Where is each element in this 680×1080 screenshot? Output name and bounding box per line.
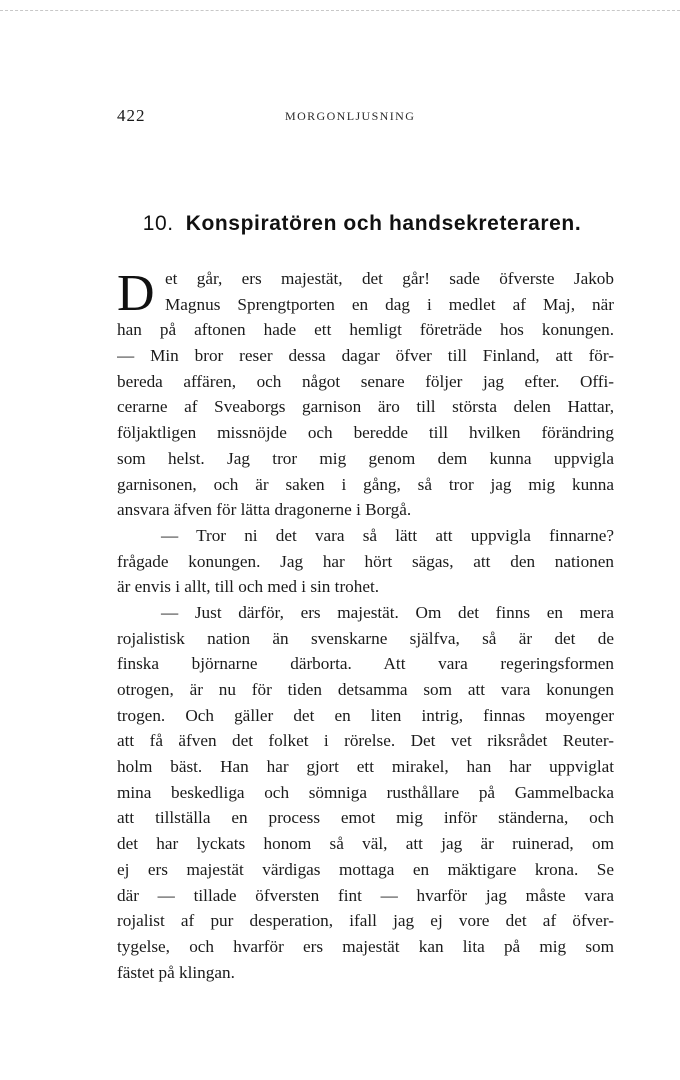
text-line: tygelse, och hvarför ers majestät kan lita på mig som bbox=[117, 936, 614, 956]
text-line: garnisonen, och är saken i gång, så tror jag mig kunna bbox=[117, 474, 614, 494]
text-line: et går, ers majestät, det går! sade öfverste Jakob bbox=[165, 269, 614, 288]
text-line: som helst. Jag tror mig genom dem kunna uppvigla bbox=[117, 448, 614, 468]
text-line: att tillställa en process emot mig inför ständerna, och bbox=[117, 808, 614, 828]
text-line: att få äfven det folket i rörelse. Det vet riksrådet Reuter- bbox=[117, 731, 614, 751]
text-line: holm bäst. Han har gjort ett mirakel, han har uppviglat bbox=[117, 757, 614, 777]
text-line: är envis i allt, till och med i sin trohet. bbox=[117, 577, 380, 597]
text-line: det har lyckats honom så väl, att jag är ruinerad, om bbox=[117, 834, 614, 854]
text-line: — Min bror reser dessa dagar öfver till Finland, att för- bbox=[117, 346, 614, 366]
text-line: — Just därför, ers majestät. Om det finns en mera bbox=[161, 602, 614, 622]
text-line: ej ers majestät värdigas mottaga en mäktigare krona. Se bbox=[117, 859, 614, 879]
text-line: ansvara äfven för lätta dragonerne i Borgå. bbox=[117, 500, 412, 520]
running-title: MORGONLJUSNING bbox=[285, 109, 416, 123]
text-line: rojalistisk nation än svenskarne själfva, så är det de bbox=[117, 628, 614, 648]
text-line: trogen. Och gäller det en liten intrig, finnas moyenger bbox=[117, 705, 614, 725]
chapter-heading bbox=[0, 212, 680, 236]
text-line: mina beskedliga och sömniga rusthållare på Gammelbacka bbox=[117, 782, 614, 802]
chapter-title: Konspiratören och handsekreteraren. bbox=[185, 212, 582, 235]
scan-edge-line bbox=[0, 10, 680, 11]
text-line: rojalist af pur desperation, ifall jag ej vore det af öfver- bbox=[117, 911, 614, 931]
body-text bbox=[117, 266, 614, 985]
text-line: frågade konungen. Jag har hört sägas, att den nationen bbox=[117, 551, 614, 571]
text-line: — Tror ni det vara så lätt att uppvigla finnarne? bbox=[161, 525, 614, 545]
text-line: han på aftonen hade ett hemligt företräde hos konungen. bbox=[117, 320, 614, 340]
text-line: Magnus Sprengtporten en dag i medlet af Maj, när bbox=[165, 294, 614, 314]
text-line: fästet på klingan. bbox=[117, 962, 235, 982]
text-line: finska björnarne därborta. Att vara regeringsformen bbox=[117, 654, 614, 674]
drop-cap: D bbox=[117, 265, 155, 322]
text-line: där — tillade öfversten fint — hvarför jag måste vara bbox=[117, 885, 614, 905]
chapter-number: 10. bbox=[142, 212, 174, 235]
text-line: otrogen, är nu för tiden detsamma som att vara konungen bbox=[117, 680, 614, 699]
text-line: bereda affären, och något senare följer jag efter. Offi- bbox=[117, 371, 614, 391]
running-head bbox=[117, 106, 617, 130]
page-number: 422 bbox=[117, 106, 146, 125]
text-line: cerarne af Sveaborgs garnison äro till största delen Hattar, bbox=[117, 397, 614, 417]
text-line: följaktligen missnöjde och beredde till hvilken förändring bbox=[117, 423, 614, 443]
